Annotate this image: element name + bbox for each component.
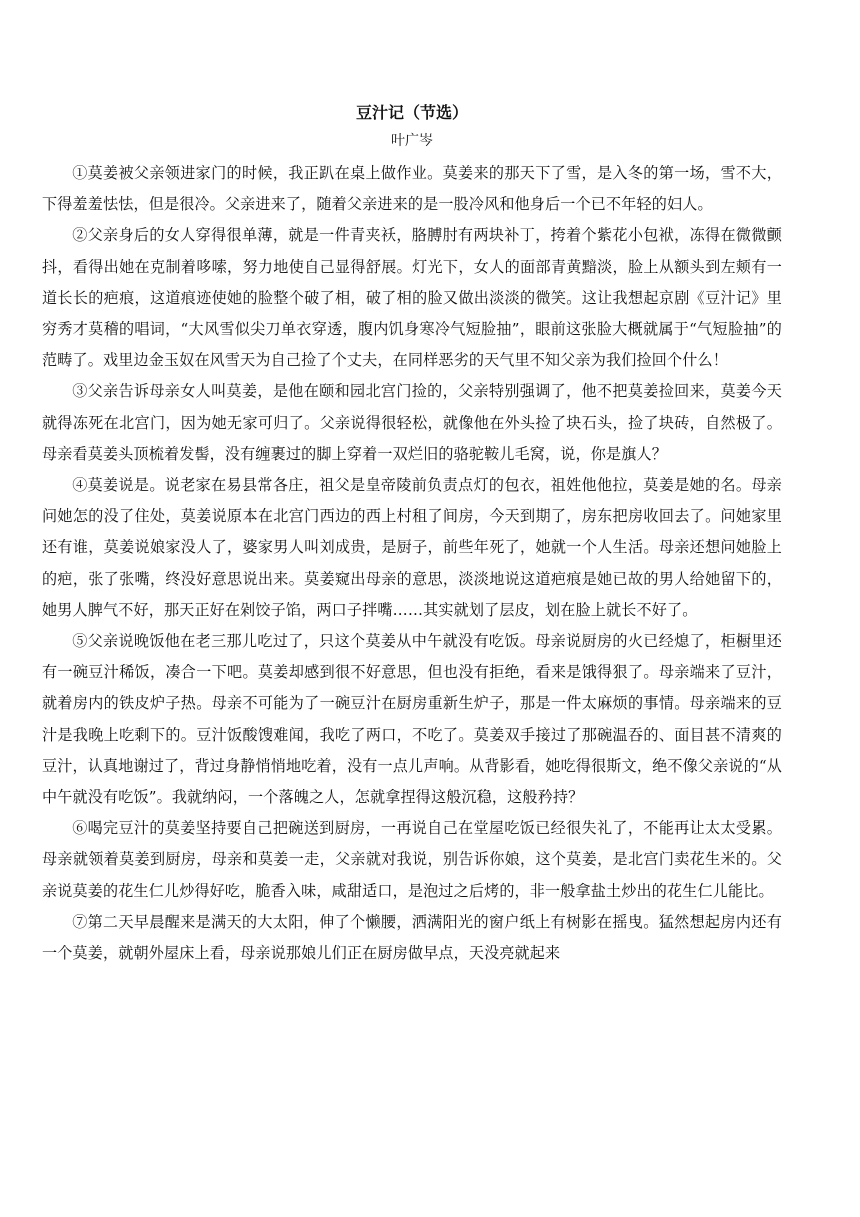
paragraph-5: ⑤父亲说晚饭他在老三那儿吃过了，只这个莫姜从中午就没有吃饭。母亲说厨房的火已经熄了，柜橱里还有一碗豆汁稀饭，凑合一下吧。莫姜却感到很不好意思，但也没有拒绝，看来是饿得狠了。母亲端来了豆汁，就着房内的铁皮炉子热。母亲不可能为了一碗豆汁在厨房重新生炉子，那是一件太麻烦的事情。母亲端来的豆汁是我晚上吃剩下的。豆汁饭酸馊难闻，我吃了两口，不吃了。莫姜双手接过了那碗温吞的、面目甚不清爽的豆汁，认真地谢过了，背过身静悄悄地吃着，没有一点儿声响。从背影看，她吃得很斯文，绝不像父亲说的“从中午就没有吃饭”。我就纳闷，一个落魄之人，怎就拿捏得这般沉稳，这般矜持？ [42,632,782,807]
document-author: 叶广岑 [391,133,433,149]
document-title: 豆汁记（节选） [355,103,468,122]
paragraph-6: ⑥喝完豆汁的莫姜坚持要自己把碗送到厨房，一再说自己在堂屋吃饭已经很失礼了，不能再让太太受累。母亲就领着莫姜到厨房，母亲和莫姜一走，父亲就对我说，别告诉你娘，这个莫姜，是北宫门卖花生米的。父亲说莫姜的花生仁儿炒得好吃，脆香入味，咸甜适口，是泡过之后烤的，非一般拿盐土炒出的花生仁儿能比。 [42,819,782,900]
paragraph-2: ②父亲身后的女人穿得很单薄，就是一件青夹袄，胳膊肘有两块补丁，挎着个紫花小包袱，冻得在微微颤抖，看得出她在克制着哆嗦，努力地使自己显得舒展。灯光下，女人的面部青黄黯淡，脸上从额头到左颊有一道长长的疤痕，这道痕迹使她的脸整个破了相，破了相的脸又做出淡淡的微笑。这让我想起京剧《豆汁记》里穷秀才莫稽的唱词，“大风雪似尖刀单衣穿透，腹内饥身寒冷气短脸抽”，眼前这张脸大概就属于“气短脸抽”的范畴了。戏里边金玉奴在风雪天为自己捡了个丈夫，在同样恶劣的天气里不知父亲为我们捡回个什么！ [42,226,782,370]
paragraph-1: ①莫姜被父亲领进家门的时候，我正趴在桌上做作业。莫姜来的那天下了雪，是入冬的第一场，雪不大，下得羞羞怯怯，但是很冷。父亲进来了，随着父亲进来的是一股冷风和他身后一个已不年轻的妇人。 [42,164,782,214]
paragraph-4: ④莫姜说是。说老家在易县常各庄，祖父是皇帝陵前负责点灯的包衣，祖姓他他拉，莫姜是她的名。母亲问她怎的没了住处，莫姜说原本在北宫门西边的西上村租了间房，今天到期了，房东把房收回去了。问她家里还有谁，莫姜说娘家没人了，婆家男人叫刘成贵，是厨子，前些年死了，她就一个人生活。母亲还想问她脸上的疤，张了张嘴，终没好意思说出来。莫姜窥出母亲的意思，淡淡地说这道疤痕是她已故的男人给她留下的，她男人脾气不好，那天正好在剁饺子馅，两口子拌嘴……其实就划了层皮，划在脸上就长不好了。 [42,476,782,619]
document-page [42,100,782,969]
paragraph-7: ⑦第二天早晨醒来是满天的大太阳，伸了个懒腰，洒满阳光的窗户纸上有树影在摇曳。猛然想起房内还有一个莫姜，就朝外屋床上看，母亲说那娘儿们正在厨房做早点，天没亮就起来 [42,912,782,963]
document-body [42,158,782,969]
paragraph-3: ③父亲告诉母亲女人叫莫姜，是他在颐和园北宫门捡的，父亲特别强调了，他不把莫姜捡回来，莫姜今天就得冻死在北宫门，因为她无家可归了。父亲说得很轻松，就像他在外头捡了块石头，捡了块砖，自然极了。母亲看莫姜头顶梳着发髻，没有缠裹过的脚上穿着一双烂旧的骆驼鞍儿毛窝，说，你是旗人？ [42,382,782,463]
